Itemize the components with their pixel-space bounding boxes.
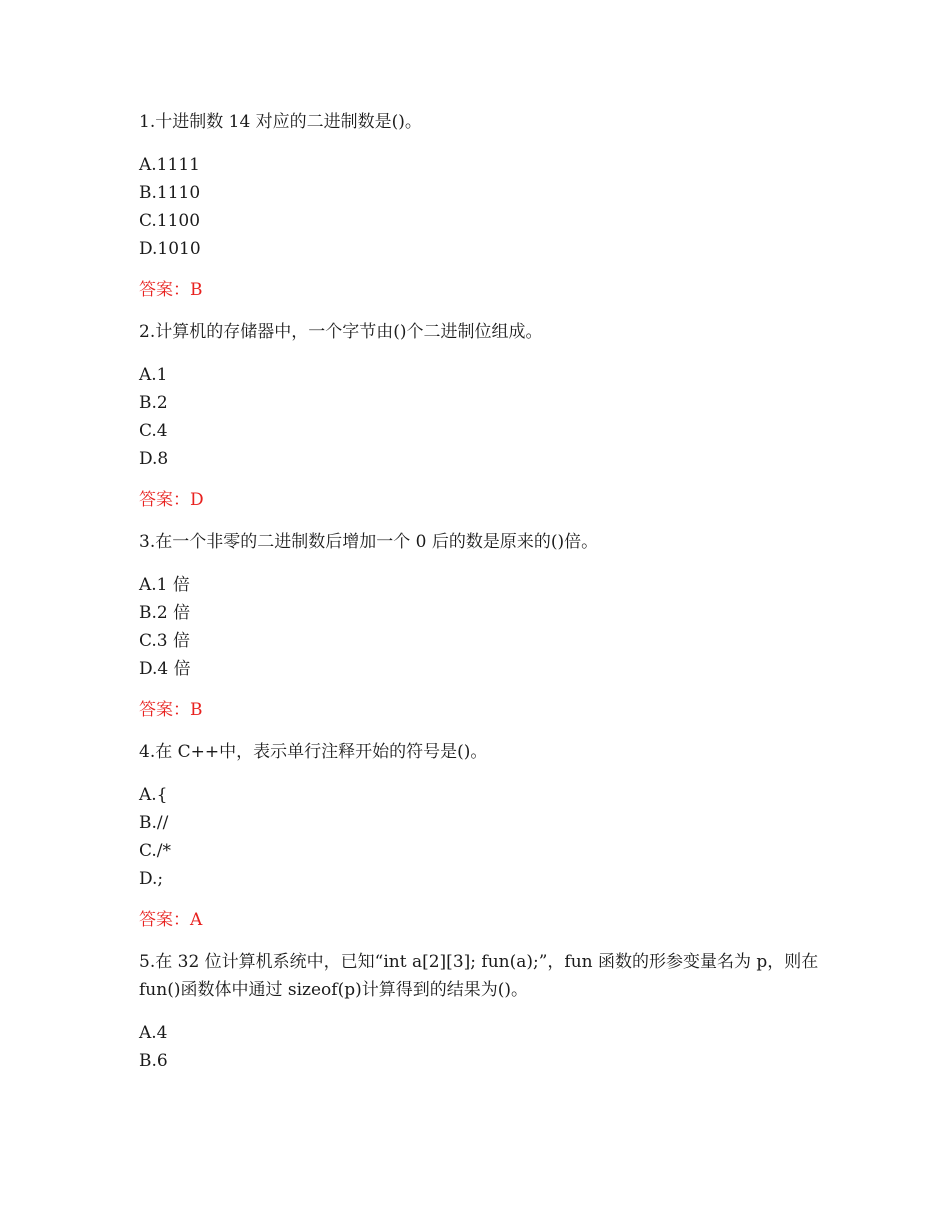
option-c: C.1100: [139, 211, 201, 231]
option-b: B.1110: [139, 183, 201, 203]
option-c: C.3 倍: [139, 631, 191, 651]
option-d: D.4 倍: [139, 659, 191, 679]
option-b: B.2 倍: [139, 603, 191, 623]
option-list: [139, 361, 819, 473]
question-3: [139, 528, 819, 724]
answer-label: 答案：B: [139, 280, 203, 300]
answer-label: 答案：D: [139, 490, 204, 510]
question-4: [139, 738, 819, 934]
question-2: [139, 318, 819, 514]
option-d: D.;: [139, 869, 164, 889]
option-a: A.{: [139, 785, 168, 805]
option-a: A.1 倍: [139, 575, 190, 595]
answer-label: 答案：A: [139, 910, 203, 930]
option-b: B.//: [139, 813, 169, 833]
option-c: C./*: [139, 841, 172, 861]
option-a: A.1: [139, 365, 168, 385]
answer-label: 答案：B: [139, 700, 203, 720]
option-b: B.2: [139, 393, 168, 413]
option-list: [139, 781, 819, 893]
document-page: [139, 108, 819, 1088]
option-d: D.1010: [139, 239, 201, 259]
question-stem: 1.十进制数 14 对应的二进制数是()。: [139, 112, 422, 132]
question-stem: 3.在一个非零的二进制数后增加一个 0 后的数是原来的()倍。: [139, 532, 599, 552]
question-stem: 4.在 C++中，表示单行注释开始的符号是()。: [139, 742, 488, 762]
question-stem: 2.计算机的存储器中，一个字节由()个二进制位组成。: [139, 322, 543, 342]
option-a: A.4: [139, 1023, 168, 1043]
option-c: C.4: [139, 421, 168, 441]
question-5: [139, 948, 819, 1075]
option-b: B.6: [139, 1051, 168, 1071]
option-list: [139, 571, 819, 683]
option-list: [139, 151, 819, 263]
option-list: [139, 1019, 819, 1075]
question-1: [139, 108, 819, 304]
option-a: A.1111: [139, 155, 200, 175]
question-stem: 5.在 32 位计算机系统中，已知“int a[2][3]; fun(a);”，fun 函数的形参变量名为 p，则在 fun()函数体中通过 sizeof(p)计算得到的结果为()。: [139, 952, 819, 1000]
option-d: D.8: [139, 449, 169, 469]
